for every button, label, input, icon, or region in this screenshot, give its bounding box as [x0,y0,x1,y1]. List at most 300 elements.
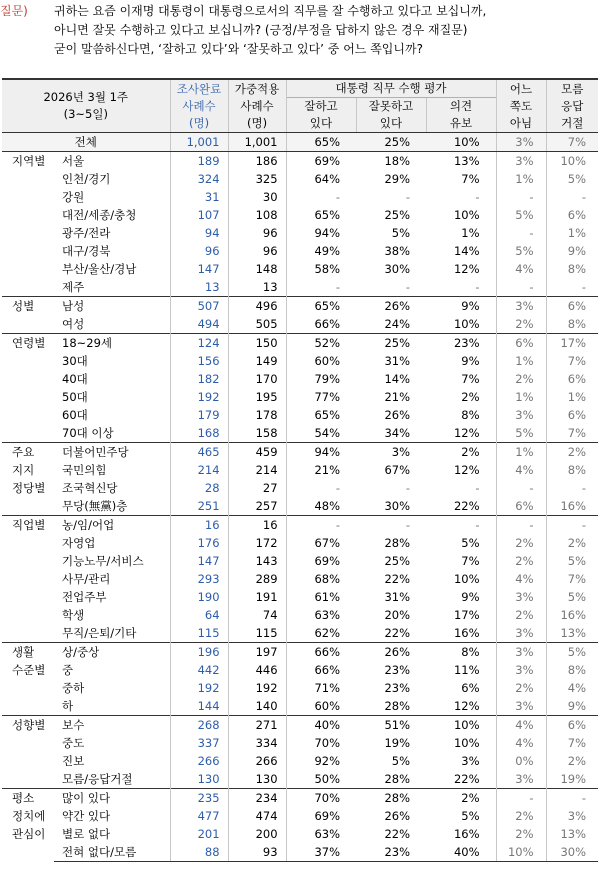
row-label: 중하 [62,681,85,695]
dont-know-pct: 13% [546,624,598,643]
table-row [2,661,598,679]
header-line: 어느 [509,81,533,96]
dont-know-pct: 3% [546,807,598,825]
reserve-pct: 2% [426,789,496,808]
reserve-pct: 3% [461,754,480,768]
reserve-pct: 7% [461,372,480,386]
neither-pct: 5% [496,424,546,443]
bad-pct: 31% [384,354,411,368]
bad-pct: 25% [384,554,411,568]
good-pct: - [286,516,356,535]
neither-pct: 2% [496,606,546,624]
table-row [2,606,598,624]
weighted-count: 30 [228,188,286,206]
reserve-pct: 2% [426,443,496,462]
bad-pct: 26% [384,408,411,422]
completed-count: 124 [170,334,228,353]
completed-count: 156 [170,352,228,370]
weighted-count: 289 [228,570,286,588]
header-line: 있다 [309,116,333,130]
weighted-count: 496 [228,297,286,316]
bad-pct: 25% [356,334,426,353]
table-row [2,461,598,479]
table-row [2,734,598,752]
weighted-count: 191 [228,588,286,606]
neither-pct: 4% [496,716,546,735]
dont-know-pct: 5% [546,588,598,606]
bad-pct: 28% [384,699,411,713]
bad-pct: 26% [384,809,411,823]
neither-pct: 3% [496,643,546,662]
neither-pct: - [496,516,546,535]
good-pct: 66% [286,661,356,679]
weighted-count: 214 [228,461,286,479]
completed-count: 214 [170,461,228,479]
weighted-count: 195 [228,388,286,406]
group-label: 평소 정치에 관심이 [2,789,54,862]
neither-pct: 4% [496,734,546,752]
good-pct: 92% [286,752,356,770]
header-line: 쪽도 [509,98,533,113]
weighted-count: 474 [228,807,286,825]
bad-pct: 30% [384,499,411,513]
reserve-pct: 10% [453,208,480,222]
dont-know-pct: 4% [546,679,598,697]
neither-pct: 5% [496,242,546,260]
table-row [2,570,598,588]
dont-know-pct: 2% [546,752,598,770]
table-row [2,188,598,206]
good-pct: 65% [286,206,356,224]
table-row [2,588,598,606]
row-label: 모름/응답거절 [62,772,133,786]
good-pct: 65% [286,406,356,424]
weighted-count: 197 [228,643,286,662]
dont-know-pct: 13% [546,825,598,843]
table-row [2,552,598,570]
bad-pct: 25% [384,208,411,222]
dont-know-pct: 8% [546,315,598,334]
good-pct: - [286,188,356,206]
bad-pct: 38% [384,244,411,258]
completed-count: 266 [170,752,228,770]
reserve-pct: 13% [453,154,480,168]
neither-pct: 3% [496,624,546,643]
good-pct: 67% [286,534,356,552]
header-line: 거절 [561,115,584,130]
dont-know-pct: - [546,479,598,497]
weighted-count: 148 [228,260,286,278]
good-pct: 65% [286,297,356,316]
dont-know-pct: - [546,789,598,808]
good-pct: 64% [286,170,356,188]
dont-know-header [546,79,598,133]
table-body [2,133,598,862]
row-label: 대구/경북 [62,244,111,258]
question-line: 굳이 말씀하신다면, ‘잘하고 있다’와 ‘잘못하고 있다’ 중 어느 쪽입니까? [54,42,423,56]
dont-know-pct: - [546,188,598,206]
weighted-count: 459 [228,443,286,462]
table-row [2,352,598,370]
completed-count: 144 [170,697,228,716]
reserve-pct: 12% [453,463,480,477]
neither-pct: 5% [496,206,546,224]
completed-count: 88 [170,843,228,862]
table-row [2,697,598,716]
completed-count: 337 [170,734,228,752]
completed-count: 442 [170,661,228,679]
good-pct: 63% [286,825,356,843]
row-label: 많이 있다 [54,789,170,808]
bad-pct: 51% [356,716,426,735]
completed-count: 189 [170,152,228,171]
neither-header [496,79,546,133]
completed-count: 192 [170,388,228,406]
bad-pct: 28% [384,772,411,786]
neither-pct: 3% [496,297,546,316]
completed-count: 251 [170,497,228,516]
neither-pct: - [496,188,546,206]
bad-pct: 5% [391,226,411,240]
weighted-count: 13 [228,278,286,297]
row-label: 무직/은퇴/기타 [62,626,137,640]
table-row [2,315,598,334]
group-label: 직업별 [2,516,54,643]
dont-know-pct: 8% [546,661,598,679]
good-pct: 69% [286,807,356,825]
row-label: 50대 [62,390,88,404]
dont-know-pct: 6% [546,716,598,735]
row-label: 상/중상 [54,643,170,662]
weighted-count: 234 [228,789,286,808]
reserve-pct: 11% [453,663,480,677]
reserve-pct: 9% [461,590,480,604]
total-row [2,133,598,152]
dont-know-pct: 5% [546,170,598,188]
completed-count: 115 [170,624,228,643]
weighted-count: 150 [228,334,286,353]
weighted-count: 266 [228,752,286,770]
row-label: 30대 [62,354,88,368]
reserve-pct: - [475,481,480,495]
bad-pct: 18% [384,154,411,168]
bad-pct: - [356,516,426,535]
completed-count: 64 [170,606,228,624]
weighted-count: 140 [228,697,286,716]
completed-count: 147 [170,552,228,570]
table-row [2,679,598,697]
header-line: 있다 [379,116,403,130]
good-pct: 21% [286,461,356,479]
good-pct: 40% [286,716,356,735]
table-row [2,370,598,388]
group-label: 지역별 [12,154,46,168]
dont-know-pct: 9% [546,697,598,716]
completed-count: 31 [170,188,228,206]
row-label: 조국혁신당 [62,481,118,495]
header-line: 유보 [449,116,473,130]
header-line: (명) [246,115,268,130]
row-label: 70대 이상 [62,426,114,440]
table-row [2,170,598,188]
weighted-count: 143 [228,552,286,570]
neither-pct: 2% [496,825,546,843]
header-line: 사례수 [240,98,274,113]
table-row [2,534,598,552]
dont-know-pct: 17% [546,334,598,353]
row-label: 중도 [62,736,85,750]
neither-pct: 3% [496,697,546,716]
reserve-header [426,98,496,133]
reserve-pct: - [475,190,480,204]
header-line: 가중적용 [234,81,280,96]
table-row [2,206,598,224]
bad-pct: 20% [384,608,411,622]
table-row [2,152,598,171]
neither-pct: 3% [496,152,546,171]
table-row [2,716,598,735]
reserve-pct: 22% [453,499,480,513]
bad-pct: 34% [384,426,411,440]
bad-pct: 30% [384,262,411,276]
neither-pct: 2% [496,807,546,825]
good-pct: 94% [286,443,356,462]
row-label: 전업주부 [62,590,107,604]
completed-count-header [170,79,228,133]
bad-pct: 22% [384,572,411,586]
neither-pct: 1% [496,352,546,370]
row-label: 전혀 없다/모름 [54,843,170,862]
neither-pct: 3% [496,406,546,424]
neither-pct: 1% [496,170,546,188]
completed-count: 190 [170,588,228,606]
good-pct: 70% [286,734,356,752]
completed-count: 130 [170,770,228,789]
good-pct: 71% [286,679,356,697]
survey-period-header [2,79,170,133]
question-text [54,2,594,59]
row-label: 사무/관리 [62,572,111,586]
table-row [2,624,598,643]
completed-count: 168 [170,424,228,443]
reserve-pct: 9% [461,354,480,368]
good-header [286,98,356,133]
survey-period-line: (3~5일) [63,107,108,121]
completed-count: 179 [170,406,228,424]
survey-period-line: 2026년 3월 1주 [43,90,129,104]
neither-pct: - [496,789,546,808]
bad-pct: 22% [384,827,411,841]
dont-know-pct: 7% [546,352,598,370]
results-table [2,78,598,862]
weighted-count: 27 [228,479,286,497]
table-row [2,260,598,278]
table-row [2,770,598,789]
dont-know-pct: 6% [546,370,598,388]
neither-pct: - [496,278,546,297]
dont-know-pct: 6% [546,406,598,424]
good-pct: 48% [286,497,356,516]
table-row [2,278,598,297]
question-label: 질문) [0,4,28,18]
neither-pct: - [496,224,546,242]
dont-know-pct: 9% [546,242,598,260]
header-line: 모름 [561,81,584,96]
row-label: 40대 [62,372,88,386]
good-pct: 69% [286,552,356,570]
row-label: 대전/세종/충청 [62,208,137,222]
reserve-pct: 22% [453,772,480,786]
completed-count: 16 [170,516,228,535]
evaluation-group-header: 대통령 직무 수행 평가 [286,79,496,98]
weighted-count: 96 [228,224,286,242]
good-pct: 52% [286,334,356,353]
reserve-pct: 23% [426,334,496,353]
weighted-count: 115 [228,624,286,643]
table-row [2,388,598,406]
good-pct: 65% [286,133,356,152]
good-pct: - [286,479,356,497]
header-line: 잘못하고 [368,99,414,113]
reserve-pct: 12% [453,426,480,440]
dont-know-pct: 1% [546,224,598,242]
table-row [2,242,598,260]
neither-pct: 2% [496,534,546,552]
neither-pct: - [496,479,546,497]
completed-count: 28 [170,479,228,497]
dont-know-pct: 7% [546,133,598,152]
reserve-pct: 8% [461,408,480,422]
table-row [2,843,598,862]
row-label: 자영업 [62,536,96,550]
neither-pct: 4% [496,260,546,278]
good-pct: 94% [286,224,356,242]
bad-pct: 23% [384,663,411,677]
row-label: 서울 [62,154,85,168]
header-line: 의견 [449,99,473,113]
good-pct: 61% [286,588,356,606]
dont-know-pct: 10% [546,152,598,171]
completed-count: 201 [170,825,228,843]
table-row [2,516,598,535]
row-label: 학생 [62,608,85,622]
row-label: 농/임/어업 [54,516,170,535]
good-pct: 58% [286,260,356,278]
reserve-pct: 5% [461,809,480,823]
row-label: 60대 [62,408,88,422]
good-pct: 54% [286,424,356,443]
row-label: 무당(無黨)층 [62,499,128,513]
row-label: 약간 있다 [62,809,111,823]
completed-count: 494 [170,315,228,334]
dont-know-pct: 6% [546,206,598,224]
neither-pct: 2% [496,552,546,570]
weighted-count: 93 [228,843,286,862]
bad-pct: - [405,481,411,495]
reserve-pct: 9% [426,297,496,316]
bad-pct: 5% [391,754,411,768]
dont-know-pct: 16% [546,497,598,516]
bad-pct: 24% [384,317,411,331]
weighted-count: 186 [228,152,286,171]
dont-know-pct: 16% [546,606,598,624]
good-pct: 79% [286,370,356,388]
row-label: 국민의힘 [62,463,107,477]
bad-pct: 22% [384,626,411,640]
row-label: 더불어민주당 [54,443,170,462]
weighted-count: 446 [228,661,286,679]
dont-know-pct: - [546,516,598,535]
weighted-count: 96 [228,242,286,260]
bad-pct: 67% [384,463,411,477]
neither-pct: 6% [496,497,546,516]
table-row [2,643,598,662]
header-line: (명) [188,115,210,130]
weighted-count: 158 [228,424,286,443]
table-row [2,752,598,770]
weighted-count: 130 [228,770,286,789]
completed-count: 96 [170,242,228,260]
table-row [2,443,598,462]
reserve-pct: 16% [453,827,480,841]
row-label: 별로 없다 [62,827,111,841]
weighted-count: 192 [228,679,286,697]
bad-pct: 26% [356,297,426,316]
header-line: 사례수 [182,98,216,113]
reserve-pct: 12% [453,699,480,713]
row-label: 중 [62,663,74,677]
weighted-count: 505 [228,315,286,334]
question-line: 아니면 잘못 수행하고 있다고 보십니까? (긍정/부정을 답하지 않은 경우 재질문) [54,23,468,37]
row-label: 부산/울산/경남 [62,262,137,276]
completed-count: 477 [170,807,228,825]
completed-count: 182 [170,370,228,388]
bad-pct: 31% [384,590,411,604]
weighted-count: 271 [228,716,286,735]
reserve-pct: 14% [453,244,480,258]
reserve-pct: 7% [461,554,480,568]
dont-know-pct: 8% [546,260,598,278]
group-label: 연령별 [2,334,54,443]
weighted-count: 178 [228,406,286,424]
reserve-pct: 8% [426,643,496,662]
table-row [2,825,598,843]
good-pct: 63% [286,606,356,624]
dont-know-pct: 1% [546,388,598,406]
reserve-pct: 6% [461,681,480,695]
neither-pct: 1% [496,388,546,406]
bad-pct: - [405,280,411,294]
bad-pct: 14% [384,372,411,386]
completed-count: 324 [170,170,228,188]
good-pct: 69% [286,152,356,171]
good-pct: 66% [286,643,356,662]
bad-pct: 19% [384,736,411,750]
dont-know-pct: 8% [546,461,598,479]
header-line: 조사완료 [176,81,222,96]
question-line: 귀하는 요즘 이재명 대통령이 대통령으로서의 직무를 잘 수행하고 있다고 보십니까, [54,4,487,18]
weighted-count: 170 [228,370,286,388]
row-label: 전체 [2,133,170,152]
bad-header [356,98,426,133]
completed-count: 107 [170,206,228,224]
reserve-pct: 12% [453,262,480,276]
weighted-count: 325 [228,170,286,188]
reserve-pct: 10% [453,317,480,331]
table-row [2,807,598,825]
good-pct: 62% [286,624,356,643]
good-pct: 60% [286,697,356,716]
